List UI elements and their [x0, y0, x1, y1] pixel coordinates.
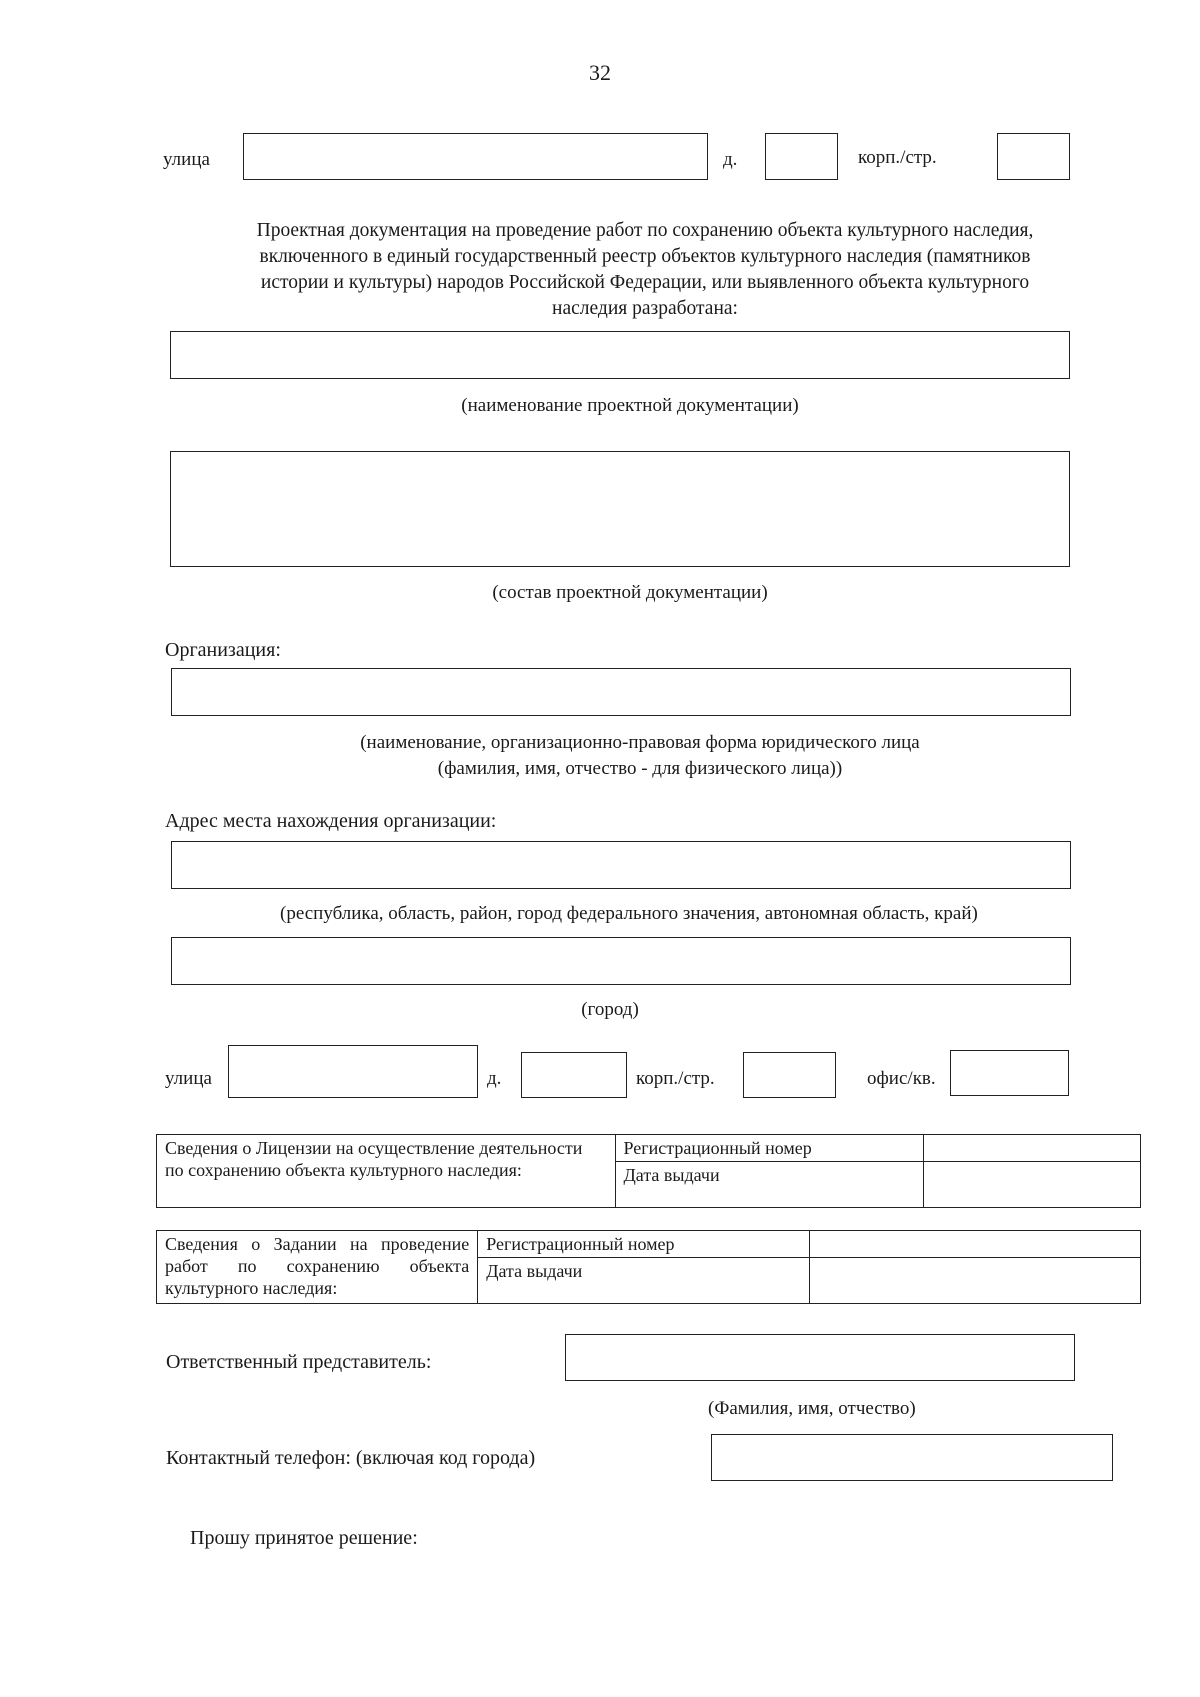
license-table	[156, 1134, 1141, 1208]
project-composition-caption: (состав проектной документации)	[492, 582, 768, 603]
organization-caption-line1: (наименование, организационно-правовая форма юридического лица	[360, 732, 920, 753]
organization-label: Организация:	[165, 639, 281, 661]
license-issue-date-label: Дата выдачи	[615, 1162, 924, 1208]
license-reg-number-field[interactable]	[924, 1135, 1141, 1162]
task-table	[156, 1230, 1141, 1304]
representative-field[interactable]	[565, 1334, 1075, 1381]
house-field[interactable]	[765, 133, 838, 180]
phone-field[interactable]	[711, 1434, 1113, 1481]
license-title: Сведения о Лицензии на осуществление деятельности по сохранению объекта культурного наследия:	[157, 1135, 616, 1208]
house-label: д.	[723, 149, 738, 170]
org-street-field[interactable]	[228, 1045, 478, 1098]
project-paragraph: Проектная документация на проведение работ по сохранению объекта культурного наследия, включенного в единый государственный реестр объектов культурного наследия (памятников истории и культуры) народов Российской Федерации, или выявленного объекта культурного наследия разработана:	[256, 220, 1034, 319]
project-name-caption: (наименование проектной документации)	[461, 395, 799, 416]
address-label: Адрес места нахождения организации:	[165, 810, 497, 832]
task-reg-number-field[interactable]	[809, 1231, 1140, 1258]
task-issue-date-label: Дата выдачи	[478, 1258, 809, 1304]
org-house-field[interactable]	[521, 1052, 627, 1098]
phone-label: Контактный телефон: (включая код города)	[166, 1447, 536, 1469]
task-reg-number-label: Регистрационный номер	[478, 1231, 809, 1258]
building-field[interactable]	[997, 133, 1070, 180]
page-number: 32	[589, 60, 611, 85]
project-name-field[interactable]	[170, 331, 1070, 379]
org-office-field[interactable]	[950, 1050, 1069, 1096]
city-caption: (город)	[581, 999, 639, 1020]
representative-label: Ответственный представитель:	[166, 1351, 432, 1373]
city-field[interactable]	[171, 937, 1071, 985]
request-label: Прошу принятое решение:	[190, 1527, 418, 1549]
street-label: улица	[163, 149, 210, 170]
task-title: Сведения о Задании на проведение работ по сохранению объекта культурного наследия:	[157, 1231, 478, 1304]
project-composition-field[interactable]	[170, 451, 1070, 567]
license-issue-date-field[interactable]	[924, 1162, 1141, 1208]
org-house-label: д.	[487, 1068, 502, 1089]
org-building-field[interactable]	[743, 1052, 836, 1098]
org-building-label: корп./стр.	[636, 1068, 715, 1089]
license-reg-number-label: Регистрационный номер	[615, 1135, 924, 1162]
org-office-label: офис/кв.	[867, 1068, 936, 1089]
region-caption: (республика, область, район, город федерального значения, автономная область, край)	[280, 903, 978, 924]
organization-caption-line2: (фамилия, имя, отчество - для физического лица))	[437, 758, 843, 779]
task-issue-date-field[interactable]	[809, 1258, 1140, 1304]
region-field[interactable]	[171, 841, 1071, 889]
street-field[interactable]	[243, 133, 708, 180]
building-label: корп./стр.	[858, 147, 937, 168]
org-street-label: улица	[165, 1068, 212, 1089]
organization-field[interactable]	[171, 668, 1071, 716]
representative-caption: (Фамилия, имя, отчество)	[708, 1398, 916, 1419]
